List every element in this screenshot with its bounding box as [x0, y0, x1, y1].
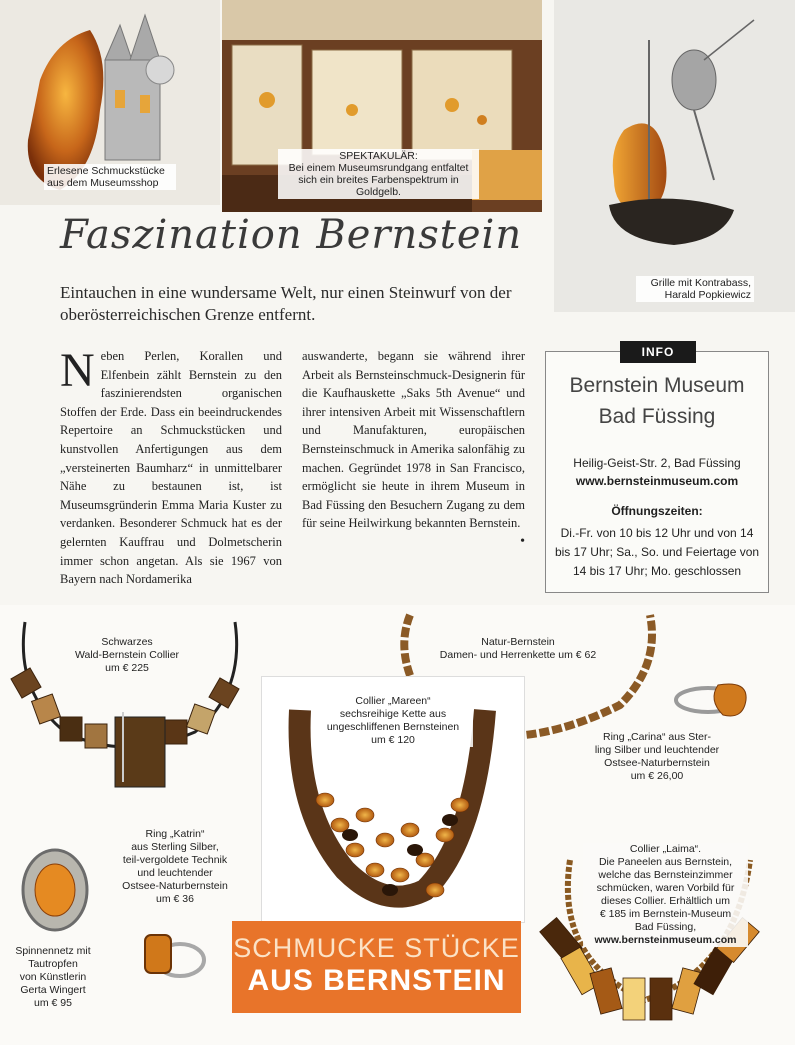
opening-hours-title: Öffnungszeiten: [611, 504, 703, 518]
spinnennetz-brooch-image [15, 843, 95, 938]
banner-line2: AUS BERNSTEIN [247, 964, 506, 997]
photo-grille-kontrabass [554, 0, 795, 312]
product-desc: schmücken, waren Vorbild für [596, 882, 735, 894]
product-name: Collier „Laima“. [629, 843, 702, 855]
product-spinnennetz [8, 945, 98, 1010]
caption-tour-text: Bei einem Museumsrundgang entfaltet sich ein breites Farbenspektrum in Goldgelb. [288, 162, 469, 198]
museum-name-line2: Bad Füssing [598, 405, 716, 428]
product-desc: dieses Collier. Erhältlich um [601, 895, 730, 907]
product-collier-laima [583, 843, 748, 947]
product-price: um € 225 [105, 662, 149, 674]
banner-line1: SCHMUCKE STÜCKE [233, 933, 520, 963]
amber-ring-carina-image [668, 670, 768, 730]
article-title: Faszination Bernstein [60, 212, 523, 258]
product-desc-price: Damen- und Herrenkette um € 62 [439, 649, 597, 661]
product-name: Ring „Carina“ aus Ster- [603, 731, 711, 743]
product-name: Tautropfen [28, 958, 78, 970]
product-desc: teil-vergoldete Technik [122, 854, 228, 866]
info-tag: INFO [620, 341, 696, 363]
product-desc: Ostsee-Naturbernstein [122, 880, 228, 892]
product-name: Ring „Katrin“ [145, 828, 205, 840]
product-desc: ungeschliffenen Bernsteinen [326, 721, 460, 733]
product-artist: Gerta Wingert [20, 984, 86, 996]
product-name: Collier „Mareen“ [355, 695, 431, 707]
ring-katrin-image [130, 925, 210, 987]
article-end-mark: • [520, 533, 525, 549]
product-desc: und leuchtender [137, 867, 213, 879]
drop-cap: N [60, 344, 95, 397]
product-desc: Wald-Bernstein Collier [74, 649, 180, 661]
product-price: um € 95 [34, 997, 72, 1009]
product-desc: Die Paneelen aus Bernstein, [598, 856, 733, 868]
product-name: Spinnennetz mit [15, 945, 91, 957]
product-website[interactable]: www.bernsteinmuseum.com [594, 934, 737, 946]
section-banner [232, 921, 521, 1013]
info-box [545, 351, 769, 593]
caption-tour-title: SPEKTAKULÄR: [339, 150, 418, 162]
product-desc: ling Silber und leuchtender [594, 744, 720, 756]
product-wald-bernstein-collier [62, 636, 192, 675]
product-price: um € 36 [156, 893, 194, 905]
product-location: Bad Füssing, [634, 921, 697, 933]
article-column-1 [60, 344, 282, 589]
museum-website[interactable]: www.bernsteinmuseum.com [575, 474, 739, 488]
cricket-double-bass-sculpture-image [554, 0, 795, 312]
product-artist: von Künstlerin [19, 971, 87, 983]
article-column-2 [302, 347, 525, 552]
museum-name-line1: Bernstein Museum [569, 374, 745, 397]
product-natur-bernstein-kette [418, 636, 618, 662]
product-desc: Ostsee-Naturbernstein [604, 757, 710, 769]
product-price: um € 26,00 [630, 770, 684, 782]
caption-grille: Grille mit Kontrabass, Harald Popkiewicz [636, 276, 754, 302]
product-name: Schwarzes [101, 636, 153, 648]
caption-museum-tour [278, 149, 479, 199]
product-desc: welche das Bernsteinzimmer [598, 869, 733, 881]
museum-address: Heilig-Geist-Str. 2, Bad Füssing [573, 456, 741, 470]
product-ring-carina [582, 731, 732, 783]
product-price: € 185 im Bernstein-Museum [599, 908, 732, 920]
opening-hours-text: Di.-Fr. von 10 bis 12 Uhr und von 14 bis 17 Uhr; Sa., So. und Feiertage von 14 bis 17 Uhr; Mo. geschlossen [554, 526, 760, 578]
column-2-text: auswanderte, begann sie während ihrer Arbeit als Bernsteinschmuck-Designerin für die Kaufhauskette „Saks 5th Avenue“ und ihrer intensiven Arbeit mit Wissenschaftlern und Manufakturen, europäischen Bernsteinschmuck in Amerika salonfähig zu machen. Gegründet 1978 in San Francisco, ermöglicht sie heute in ihrem Museum in Bad Füssing den Besuchern Zugang zu dem für seine Heilwirkung bekannten Bernstein. [302, 349, 525, 531]
product-collier-mareen [313, 695, 473, 747]
product-ring-katrin [110, 828, 240, 906]
caption-museum-shop: Erlesene Schmuckstücke aus dem Museumsshop [44, 164, 176, 190]
article-lead: Eintauchen in eine wundersame Welt, nur einen Steinwurf von der oberösterreichischen Grenze entfernt. [60, 283, 512, 324]
product-desc: sechsreihige Kette aus [339, 708, 447, 720]
product-desc: aus Sterling Silber, [131, 841, 219, 853]
product-name: Natur-Bernstein [481, 636, 555, 648]
product-price: um € 120 [371, 734, 415, 746]
column-1-text: eben Perlen, Korallen und Elfenbein zählt Bernstein zu den faszinierendsten organischen Stoffen der Erde. Dass ein beeindruckendes Repertoire an Schmuckstücken und kunstvollen Anfertigungen aus dem „versteinerten Baumharz“ in unmittelbarer Nähe zu bestaunen ist, ist Museumsgründerin Emma Maria Kuster zu verdanken. Besonderer Schmuck hat es der gelernten Kauffrau und Dolmetscherin immer schon angetan. Als sie 1967 von Bayern nach Nordamerika [60, 349, 282, 587]
